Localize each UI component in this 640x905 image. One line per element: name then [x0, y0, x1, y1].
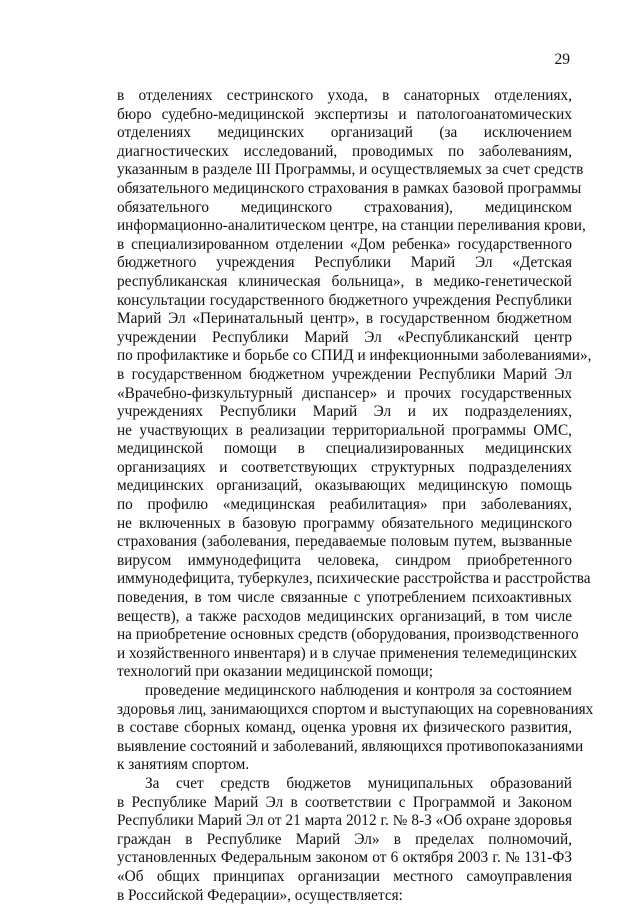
- text-line: к занятиям спортом.: [117, 756, 250, 774]
- paragraph: [117, 87, 592, 682]
- text-line: медицинских организаций, оказывающих медицинскую помощь: [117, 477, 572, 495]
- text-line: не включенных в базовую программу обязательного медицинского: [117, 514, 572, 532]
- text-line: веществ), а также расходов медицинских организаций, в том числе: [117, 607, 572, 625]
- text-line: «Об общих принципах организации местного самоуправления: [117, 867, 572, 885]
- text-line: обязательного медицинского страхования), медицинском: [117, 198, 572, 216]
- paragraph: [117, 775, 572, 905]
- text-line: технологий при оказании медицинской помощи;: [117, 663, 433, 681]
- document-body: [117, 87, 594, 905]
- text-line: страхования (заболевания, передаваемые половым путем, вызванные: [117, 533, 572, 551]
- text-line: здоровья лиц, занимающихся спортом и выступающих на соревнованиях: [117, 700, 594, 718]
- text-line: на приобретение основных средств (оборудования, производственного: [117, 626, 579, 644]
- text-line: в составе сборных команд, оценка уровня их физического развития,: [117, 719, 572, 737]
- text-line: в Российской Федерации», осуществляется:: [117, 886, 403, 904]
- text-line: по профилактике и борьбе со СПИД и инфекционными заболеваниями»,: [117, 347, 592, 365]
- text-line: диагностических исследований, проводимых по заболеваниям,: [117, 142, 572, 160]
- page-number: 29: [554, 51, 570, 68]
- paragraph: [117, 682, 594, 775]
- text-line: указанным в разделе III Программы, и осуществляемых за счет средств: [117, 161, 584, 179]
- text-line: в специализированном отделении «Дом ребенка» государственного: [117, 235, 572, 253]
- text-line: поведения, в том числе связанные с употреблением психоактивных: [117, 589, 572, 607]
- text-line: консультации государственного бюджетного учреждения Республики: [117, 291, 572, 309]
- text-line: медицинской помощи в специализированных медицинских: [117, 440, 572, 458]
- text-line: бюро судебно-медицинской экспертизы и патологоанатомических: [117, 105, 572, 123]
- text-line: иммунодефицита, туберкулез, психические расстройства и расстройства: [117, 570, 591, 588]
- text-line: бюджетного учреждения Республики Марий Эл «Детская: [117, 254, 572, 272]
- text-line: и хозяйственного инвентаря) и в случае применения телемедицинских: [117, 644, 578, 662]
- text-line: организациях и соответствующих структурных подразделениях: [117, 458, 572, 476]
- text-line: установленных Федеральным законом от 6 октября 2003 г. № 131-ФЗ: [117, 849, 572, 867]
- text-line: не участвующих в реализации территориальной программы ОМС,: [117, 421, 572, 439]
- text-line: учреждении Республики Марий Эл «Республиканский центр: [117, 328, 572, 346]
- text-line: проведение медицинского наблюдения и контроля за состоянием: [145, 682, 572, 699]
- text-line: выявление состояний и заболеваний, являющихся противопоказаниями: [117, 737, 584, 755]
- text-line: республиканская клиническая больница», в медико-генетической: [117, 272, 572, 290]
- text-line: Республики Марий Эл от 21 марта 2012 г. № 8-З «Об охране здоровья: [117, 812, 572, 830]
- text-line: Марий Эл «Перинатальный центр», в государственном бюджетном: [117, 310, 572, 328]
- text-line: За счет средств бюджетов муниципальных образований: [145, 774, 572, 792]
- text-line: граждан в Республике Марий Эл» в пределах полномочий,: [117, 830, 572, 848]
- text-line: вирусом иммунодефицита человека, синдром приобретенного: [117, 551, 572, 569]
- text-line: отделениях медицинских организаций (за исключением: [117, 124, 572, 142]
- text-line: в государственном бюджетном учреждении Республики Марий Эл: [117, 365, 572, 383]
- text-line: в Республике Марий Эл в соответствии с Программой и Законом: [117, 793, 572, 811]
- text-line: «Врачебно-физкультурный диспансер» и прочих государственных: [117, 384, 572, 402]
- text-line: учреждениях Республики Марий Эл и их подразделениях,: [117, 403, 572, 421]
- text-line: в отделениях сестринского ухода, в санаторных отделениях,: [117, 87, 572, 104]
- text-line: по профилю «медицинская реабилитация» при заболеваниях,: [117, 496, 572, 514]
- text-line: информационно-аналитическом центре, на станции переливания крови,: [117, 217, 586, 235]
- text-line: обязательного медицинского страхования в рамках базовой программы: [117, 179, 582, 197]
